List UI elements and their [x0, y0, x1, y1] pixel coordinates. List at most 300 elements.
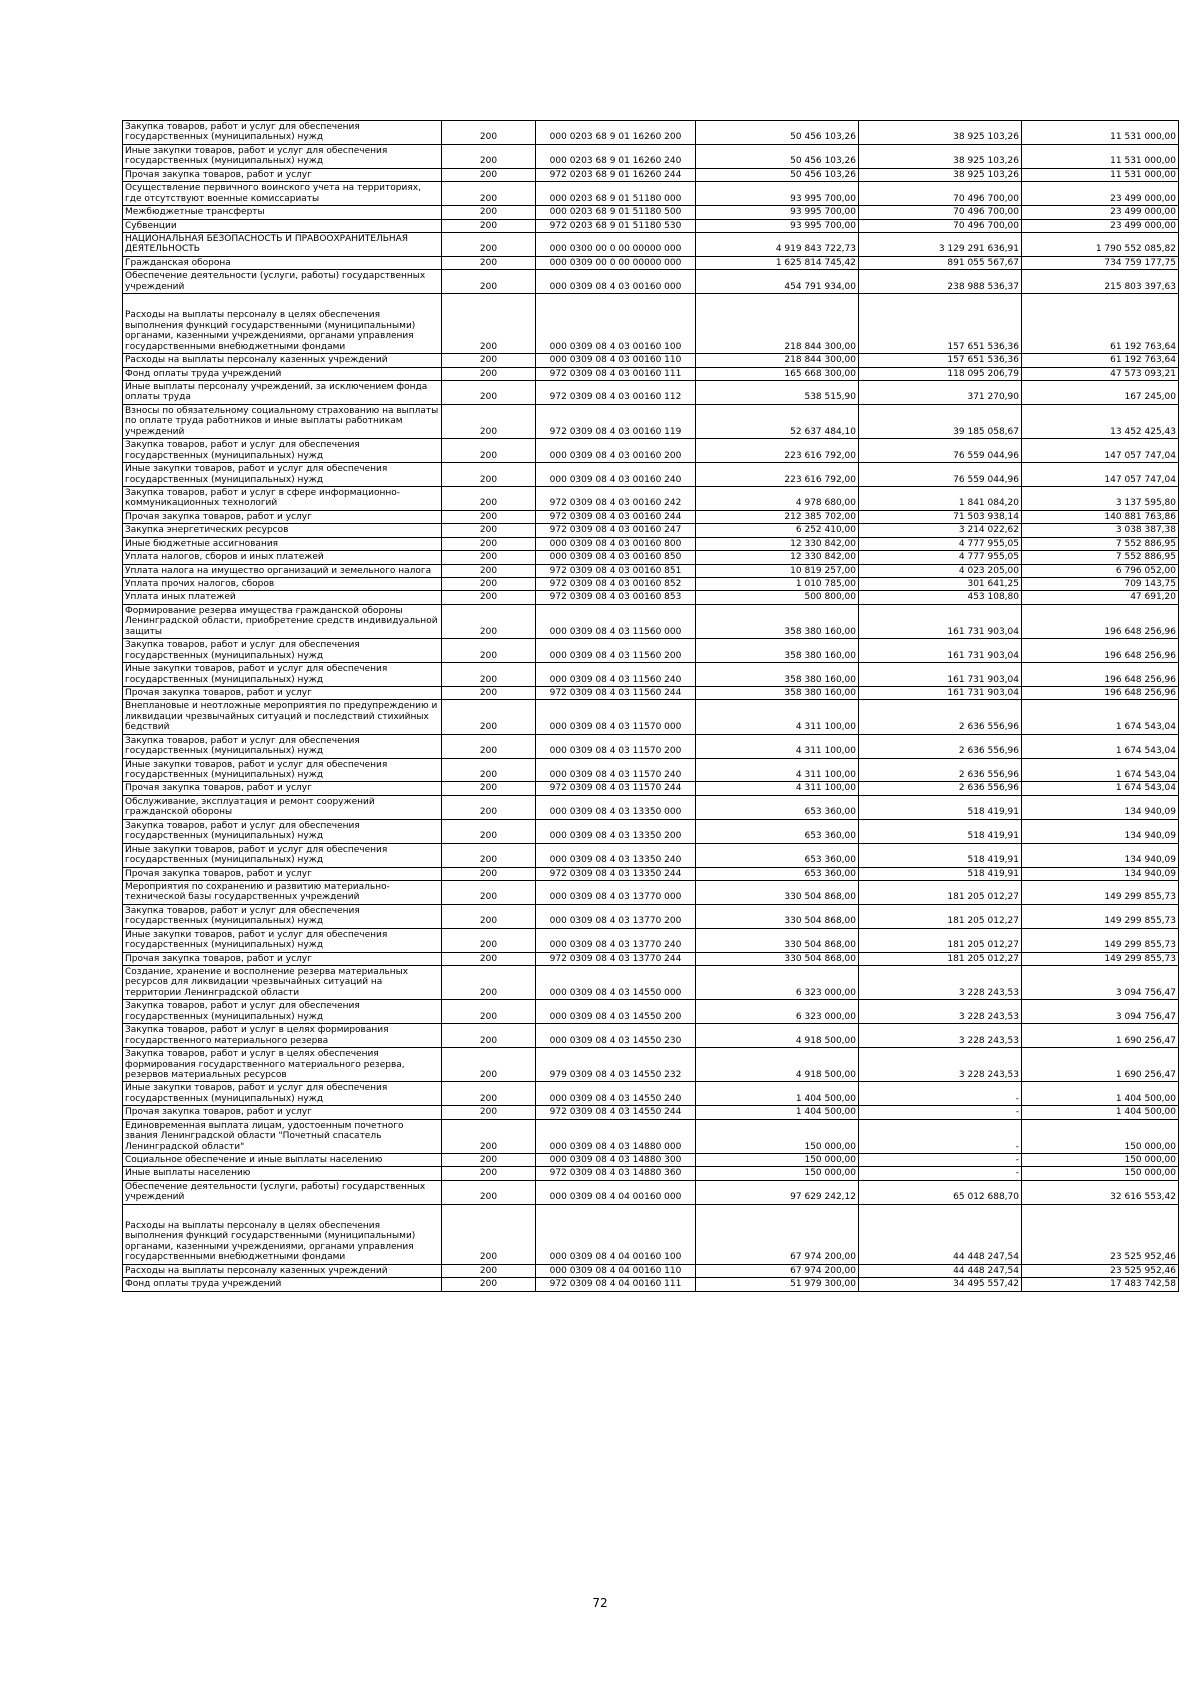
row-name-cell: Иные выплаты населению: [123, 1167, 442, 1180]
unexecuted-amount-cell: 23 499 000,00: [1022, 219, 1179, 232]
executed-amount-cell: 371 270,90: [859, 381, 1022, 405]
approved-amount-cell: 12 330 842,00: [696, 551, 859, 564]
executed-amount-cell: 181 205 012,27: [859, 928, 1022, 952]
budget-code-cell: 000 0300 00 0 00 00000 000: [536, 232, 696, 256]
approved-amount-cell: 330 504 868,00: [696, 928, 859, 952]
executed-amount-cell: 238 988 536,37: [859, 270, 1022, 294]
unexecuted-amount-cell: 147 057 747,04: [1022, 463, 1179, 487]
line-code-cell: 200: [442, 121, 536, 145]
row-name-cell: Фонд оплаты труда учреждений: [123, 367, 442, 380]
approved-amount-cell: 51 979 300,00: [696, 1278, 859, 1291]
approved-amount-cell: 358 380 160,00: [696, 663, 859, 687]
unexecuted-amount-cell: 23 499 000,00: [1022, 182, 1179, 206]
table-row: [123, 795, 1179, 819]
line-code-cell: 200: [442, 928, 536, 952]
table-row: [123, 1167, 1179, 1180]
line-code-cell: 200: [442, 1106, 536, 1119]
executed-amount-cell: -: [859, 1106, 1022, 1119]
executed-amount-cell: 1 841 084,20: [859, 486, 1022, 510]
table-row: [123, 843, 1179, 867]
row-name-cell: Прочая закупка товаров, работ и услуг: [123, 782, 442, 795]
executed-amount-cell: 70 496 700,00: [859, 182, 1022, 206]
unexecuted-amount-cell: 167 245,00: [1022, 381, 1179, 405]
row-name-cell: Мероприятия по сохранению и развитию материально-технической базы государственных учреждений: [123, 880, 442, 904]
row-name-cell: Социальное обеспечение и иные выплаты населению: [123, 1154, 442, 1167]
unexecuted-amount-cell: 134 940,09: [1022, 795, 1179, 819]
table-row: [123, 486, 1179, 510]
table-row: [123, 182, 1179, 206]
executed-amount-cell: 518 419,91: [859, 843, 1022, 867]
executed-amount-cell: 157 651 536,36: [859, 294, 1022, 354]
executed-amount-cell: 38 925 103,26: [859, 121, 1022, 145]
executed-amount-cell: 301 641,25: [859, 578, 1022, 591]
row-name-cell: Обслуживание, эксплуатация и ремонт сооружений гражданской обороны: [123, 795, 442, 819]
line-code-cell: 200: [442, 537, 536, 550]
approved-amount-cell: 218 844 300,00: [696, 294, 859, 354]
unexecuted-amount-cell: 1 404 500,00: [1022, 1106, 1179, 1119]
executed-amount-cell: 3 228 243,53: [859, 1024, 1022, 1048]
row-name-cell: Внеплановые и неотложные мероприятия по предупреждению и ликвидации чрезвычайных ситуаций и последствий стихийных бедствий: [123, 700, 442, 734]
unexecuted-amount-cell: 3 038 387,38: [1022, 524, 1179, 537]
table-row: [123, 1082, 1179, 1106]
unexecuted-amount-cell: 61 192 763,64: [1022, 294, 1179, 354]
budget-table-container: [122, 120, 1176, 1292]
unexecuted-amount-cell: 32 616 553,42: [1022, 1180, 1179, 1204]
executed-amount-cell: 70 496 700,00: [859, 206, 1022, 219]
row-name-cell: Расходы на выплаты персоналу казенных учреждений: [123, 1264, 442, 1277]
budget-code-cell: 972 0309 08 4 03 00160 247: [536, 524, 696, 537]
table-row: [123, 758, 1179, 782]
line-code-cell: 200: [442, 144, 536, 168]
approved-amount-cell: 1 404 500,00: [696, 1106, 859, 1119]
unexecuted-amount-cell: 3 094 756,47: [1022, 966, 1179, 1000]
row-name-cell: Иные закупки товаров, работ и услуг для обеспечения государственных (муниципальных) нужд: [123, 843, 442, 867]
executed-amount-cell: 2 636 556,96: [859, 758, 1022, 782]
row-name-cell: Уплата налогов, сборов и иных платежей: [123, 551, 442, 564]
unexecuted-amount-cell: 1 690 256,47: [1022, 1024, 1179, 1048]
budget-code-cell: 979 0309 08 4 03 14550 232: [536, 1048, 696, 1082]
table-row: [123, 782, 1179, 795]
budget-code-cell: 000 0309 08 4 03 00160 850: [536, 551, 696, 564]
line-code-cell: 200: [442, 1180, 536, 1204]
budget-code-cell: 972 0309 08 4 03 00160 112: [536, 381, 696, 405]
budget-code-cell: 000 0309 08 4 03 00160 800: [536, 537, 696, 550]
budget-code-cell: 000 0309 08 4 03 13770 200: [536, 904, 696, 928]
executed-amount-cell: 161 731 903,04: [859, 639, 1022, 663]
executed-amount-cell: 44 448 247,54: [859, 1204, 1022, 1264]
table-row: [123, 700, 1179, 734]
row-name-cell: Расходы на выплаты персоналу в целях обеспечения выполнения функций государственными (муниципальными) органами, казенными учреждениями, органами управления государственными внебюджетными фондами: [123, 1204, 442, 1264]
approved-amount-cell: 538 515,90: [696, 381, 859, 405]
approved-amount-cell: 150 000,00: [696, 1154, 859, 1167]
approved-amount-cell: 330 504 868,00: [696, 952, 859, 965]
executed-amount-cell: 518 419,91: [859, 795, 1022, 819]
budget-code-cell: 000 0309 08 4 03 11560 000: [536, 604, 696, 638]
unexecuted-amount-cell: 215 803 397,63: [1022, 270, 1179, 294]
line-code-cell: 200: [442, 867, 536, 880]
unexecuted-amount-cell: 147 057 747,04: [1022, 439, 1179, 463]
approved-amount-cell: 212 385 702,00: [696, 510, 859, 523]
budget-code-cell: 972 0309 08 4 03 11560 244: [536, 686, 696, 699]
line-code-cell: 200: [442, 381, 536, 405]
executed-amount-cell: 38 925 103,26: [859, 168, 1022, 181]
executed-amount-cell: 161 731 903,04: [859, 663, 1022, 687]
line-code-cell: 200: [442, 168, 536, 181]
table-row: [123, 537, 1179, 550]
executed-amount-cell: 3 228 243,53: [859, 1000, 1022, 1024]
table-row: [123, 1048, 1179, 1082]
line-code-cell: 200: [442, 604, 536, 638]
row-name-cell: Иные закупки товаров, работ и услуг для обеспечения государственных (муниципальных) нужд: [123, 663, 442, 687]
line-code-cell: 200: [442, 1278, 536, 1291]
budget-code-cell: 000 0309 08 4 03 14880 000: [536, 1119, 696, 1153]
line-code-cell: 200: [442, 1264, 536, 1277]
approved-amount-cell: 93 995 700,00: [696, 206, 859, 219]
executed-amount-cell: 181 205 012,27: [859, 904, 1022, 928]
budget-code-cell: 972 0309 08 4 03 14880 360: [536, 1167, 696, 1180]
budget-code-cell: 000 0309 08 4 03 11570 240: [536, 758, 696, 782]
table-body: [123, 121, 1179, 1292]
table-row: [123, 966, 1179, 1000]
budget-code-cell: 000 0309 08 4 03 14880 300: [536, 1154, 696, 1167]
row-name-cell: НАЦИОНАЛЬНАЯ БЕЗОПАСНОСТЬ И ПРАВООХРАНИТЕЛЬНАЯ ДЕЯТЕЛЬНОСТЬ: [123, 232, 442, 256]
table-row: [123, 564, 1179, 577]
approved-amount-cell: 330 504 868,00: [696, 904, 859, 928]
executed-amount-cell: 71 503 938,14: [859, 510, 1022, 523]
line-code-cell: 200: [442, 734, 536, 758]
line-code-cell: 200: [442, 256, 536, 269]
unexecuted-amount-cell: 140 881 763,86: [1022, 510, 1179, 523]
approved-amount-cell: 67 974 200,00: [696, 1264, 859, 1277]
table-row: [123, 1119, 1179, 1153]
approved-amount-cell: 4 311 100,00: [696, 734, 859, 758]
line-code-cell: 200: [442, 524, 536, 537]
executed-amount-cell: 2 636 556,96: [859, 782, 1022, 795]
budget-code-cell: 972 0309 08 4 03 11570 244: [536, 782, 696, 795]
executed-amount-cell: 44 448 247,54: [859, 1264, 1022, 1277]
table-row: [123, 639, 1179, 663]
row-name-cell: Иные закупки товаров, работ и услуг для обеспечения государственных (муниципальных) нужд: [123, 758, 442, 782]
row-name-cell: Расходы на выплаты персоналу казенных учреждений: [123, 354, 442, 367]
row-name-cell: Осуществление первичного воинского учета на территориях, где отсутствуют военные комиссариаты: [123, 182, 442, 206]
executed-amount-cell: -: [859, 1082, 1022, 1106]
approved-amount-cell: 653 360,00: [696, 867, 859, 880]
executed-amount-cell: 3 214 022,62: [859, 524, 1022, 537]
line-code-cell: 200: [442, 1048, 536, 1082]
unexecuted-amount-cell: 13 452 425,43: [1022, 404, 1179, 438]
approved-amount-cell: 358 380 160,00: [696, 686, 859, 699]
budget-code-cell: 972 0309 08 4 03 00160 244: [536, 510, 696, 523]
line-code-cell: 200: [442, 966, 536, 1000]
line-code-cell: 200: [442, 1024, 536, 1048]
line-code-cell: 200: [442, 880, 536, 904]
table-row: [123, 1264, 1179, 1277]
approved-amount-cell: 50 456 103,26: [696, 121, 859, 145]
executed-amount-cell: -: [859, 1119, 1022, 1153]
unexecuted-amount-cell: 47 573 093,21: [1022, 367, 1179, 380]
table-row: [123, 686, 1179, 699]
budget-code-cell: 000 0203 68 9 01 16260 200: [536, 121, 696, 145]
line-code-cell: 200: [442, 686, 536, 699]
row-name-cell: Иные выплаты персоналу учреждений, за исключением фонда оплаты труда: [123, 381, 442, 405]
row-name-cell: Закупка товаров, работ и услуг для обеспечения государственных (муниципальных) нужд: [123, 121, 442, 145]
approved-amount-cell: 223 616 792,00: [696, 463, 859, 487]
line-code-cell: 200: [442, 1204, 536, 1264]
row-name-cell: Иные закупки товаров, работ и услуг для обеспечения государственных (муниципальных) нужд: [123, 1082, 442, 1106]
budget-code-cell: 000 0203 68 9 01 16260 240: [536, 144, 696, 168]
unexecuted-amount-cell: 150 000,00: [1022, 1154, 1179, 1167]
unexecuted-amount-cell: 7 552 886,95: [1022, 551, 1179, 564]
line-code-cell: 200: [442, 1119, 536, 1153]
table-row: [123, 867, 1179, 880]
approved-amount-cell: 93 995 700,00: [696, 219, 859, 232]
executed-amount-cell: -: [859, 1167, 1022, 1180]
approved-amount-cell: 4 311 100,00: [696, 782, 859, 795]
approved-amount-cell: 50 456 103,26: [696, 144, 859, 168]
budget-code-cell: 972 0309 08 4 03 00160 851: [536, 564, 696, 577]
line-code-cell: 200: [442, 591, 536, 604]
budget-code-cell: 000 0309 08 4 03 11570 000: [536, 700, 696, 734]
row-name-cell: Иные закупки товаров, работ и услуг для обеспечения государственных (муниципальных) нужд: [123, 928, 442, 952]
unexecuted-amount-cell: 11 531 000,00: [1022, 168, 1179, 181]
table-row: [123, 551, 1179, 564]
line-code-cell: 200: [442, 486, 536, 510]
row-name-cell: Закупка товаров, работ и услуг в целях обеспечения формирования государственного материального резерва, резервов материальных ресурсов: [123, 1048, 442, 1082]
executed-amount-cell: 181 205 012,27: [859, 952, 1022, 965]
table-row: [123, 219, 1179, 232]
budget-code-cell: 000 0309 08 4 03 13350 240: [536, 843, 696, 867]
table-row: [123, 232, 1179, 256]
approved-amount-cell: 330 504 868,00: [696, 880, 859, 904]
unexecuted-amount-cell: 149 299 855,73: [1022, 904, 1179, 928]
budget-code-cell: 000 0309 08 4 03 11560 240: [536, 663, 696, 687]
budget-code-cell: 000 0309 08 4 03 00160 000: [536, 270, 696, 294]
unexecuted-amount-cell: 1 674 543,04: [1022, 758, 1179, 782]
table-row: [123, 367, 1179, 380]
unexecuted-amount-cell: 1 690 256,47: [1022, 1048, 1179, 1082]
row-name-cell: Закупка товаров, работ и услуг для обеспечения государственных (муниципальных) нужд: [123, 1000, 442, 1024]
executed-amount-cell: 161 731 903,04: [859, 604, 1022, 638]
budget-code-cell: 000 0309 08 4 03 13350 200: [536, 819, 696, 843]
executed-amount-cell: 518 419,91: [859, 867, 1022, 880]
approved-amount-cell: 12 330 842,00: [696, 537, 859, 550]
unexecuted-amount-cell: 196 648 256,96: [1022, 604, 1179, 638]
unexecuted-amount-cell: 134 940,09: [1022, 843, 1179, 867]
table-row: [123, 591, 1179, 604]
table-row: [123, 404, 1179, 438]
unexecuted-amount-cell: 149 299 855,73: [1022, 880, 1179, 904]
unexecuted-amount-cell: 1 674 543,04: [1022, 734, 1179, 758]
row-name-cell: Формирование резерва имущества гражданской обороны Ленинградской области, приобретение средств индивидуальной защиты: [123, 604, 442, 638]
approved-amount-cell: 93 995 700,00: [696, 182, 859, 206]
budget-code-cell: 972 0309 08 4 03 00160 119: [536, 404, 696, 438]
row-name-cell: Гражданская оборона: [123, 256, 442, 269]
budget-code-cell: 972 0309 08 4 03 14550 244: [536, 1106, 696, 1119]
executed-amount-cell: 157 651 536,36: [859, 354, 1022, 367]
line-code-cell: 200: [442, 510, 536, 523]
unexecuted-amount-cell: 150 000,00: [1022, 1167, 1179, 1180]
executed-amount-cell: 161 731 903,04: [859, 686, 1022, 699]
unexecuted-amount-cell: 1 674 543,04: [1022, 700, 1179, 734]
approved-amount-cell: 10 819 257,00: [696, 564, 859, 577]
table-row: [123, 1106, 1179, 1119]
table-row: [123, 144, 1179, 168]
unexecuted-amount-cell: 196 648 256,96: [1022, 639, 1179, 663]
unexecuted-amount-cell: 11 531 000,00: [1022, 121, 1179, 145]
approved-amount-cell: 150 000,00: [696, 1167, 859, 1180]
unexecuted-amount-cell: 47 691,20: [1022, 591, 1179, 604]
row-name-cell: Закупка товаров, работ и услуг для обеспечения государственных (муниципальных) нужд: [123, 734, 442, 758]
table-row: [123, 168, 1179, 181]
budget-code-cell: 000 0309 08 4 04 00160 100: [536, 1204, 696, 1264]
executed-amount-cell: 70 496 700,00: [859, 219, 1022, 232]
executed-amount-cell: 76 559 044,96: [859, 463, 1022, 487]
row-name-cell: Иные закупки товаров, работ и услуг для обеспечения государственных (муниципальных) нужд: [123, 144, 442, 168]
row-name-cell: Обеспечение деятельности (услуги, работы) государственных учреждений: [123, 270, 442, 294]
row-name-cell: Субвенции: [123, 219, 442, 232]
table-row: [123, 578, 1179, 591]
row-name-cell: Иные бюджетные ассигнования: [123, 537, 442, 550]
table-row: [123, 381, 1179, 405]
line-code-cell: 200: [442, 795, 536, 819]
line-code-cell: 200: [442, 663, 536, 687]
line-code-cell: 200: [442, 206, 536, 219]
budget-code-cell: 972 0309 08 4 03 00160 852: [536, 578, 696, 591]
budget-code-cell: 972 0309 08 4 04 00160 111: [536, 1278, 696, 1291]
row-name-cell: Прочая закупка товаров, работ и услуг: [123, 867, 442, 880]
table-row: [123, 928, 1179, 952]
unexecuted-amount-cell: 6 796 052,00: [1022, 564, 1179, 577]
budget-code-cell: 000 0309 08 4 03 14550 240: [536, 1082, 696, 1106]
line-code-cell: 200: [442, 270, 536, 294]
table-row: [123, 206, 1179, 219]
line-code-cell: 200: [442, 1082, 536, 1106]
unexecuted-amount-cell: 1 790 552 085,82: [1022, 232, 1179, 256]
approved-amount-cell: 358 380 160,00: [696, 639, 859, 663]
budget-code-cell: 000 0309 08 4 03 00160 110: [536, 354, 696, 367]
table-row: [123, 1204, 1179, 1264]
line-code-cell: 200: [442, 232, 536, 256]
row-name-cell: Прочая закупка товаров, работ и услуг: [123, 1106, 442, 1119]
line-code-cell: 200: [442, 1167, 536, 1180]
executed-amount-cell: 3 228 243,53: [859, 1048, 1022, 1082]
table-row: [123, 1278, 1179, 1291]
table-row: [123, 121, 1179, 145]
line-code-cell: 200: [442, 367, 536, 380]
approved-amount-cell: 653 360,00: [696, 795, 859, 819]
row-name-cell: Обеспечение деятельности (услуги, работы) государственных учреждений: [123, 1180, 442, 1204]
table-row: [123, 819, 1179, 843]
row-name-cell: Прочая закупка товаров, работ и услуг: [123, 686, 442, 699]
approved-amount-cell: 52 637 484,10: [696, 404, 859, 438]
line-code-cell: 200: [442, 904, 536, 928]
unexecuted-amount-cell: 709 143,75: [1022, 578, 1179, 591]
budget-code-cell: 972 0309 08 4 03 00160 853: [536, 591, 696, 604]
line-code-cell: 200: [442, 404, 536, 438]
unexecuted-amount-cell: 1 404 500,00: [1022, 1082, 1179, 1106]
budget-code-cell: 972 0203 68 9 01 16260 244: [536, 168, 696, 181]
executed-amount-cell: 3 129 291 636,91: [859, 232, 1022, 256]
row-name-cell: Закупка товаров, работ и услуг для обеспечения государственных (муниципальных) нужд: [123, 904, 442, 928]
executed-amount-cell: 2 636 556,96: [859, 734, 1022, 758]
line-code-cell: 200: [442, 952, 536, 965]
unexecuted-amount-cell: 61 192 763,64: [1022, 354, 1179, 367]
line-code-cell: 200: [442, 639, 536, 663]
row-name-cell: Единовременная выплата лицам, удостоенным почетного звания Ленинградской области "Почетный спасатель Ленинградской области": [123, 1119, 442, 1153]
line-code-cell: 200: [442, 1154, 536, 1167]
row-name-cell: Взносы по обязательному социальному страхованию на выплаты по оплате труда работников и иные выплаты работникам учреждений: [123, 404, 442, 438]
budget-code-cell: 000 0309 00 0 00 00000 000: [536, 256, 696, 269]
budget-code-cell: 000 0309 08 4 03 11560 200: [536, 639, 696, 663]
line-code-cell: 200: [442, 1000, 536, 1024]
table-row: [123, 256, 1179, 269]
executed-amount-cell: 34 495 557,42: [859, 1278, 1022, 1291]
approved-amount-cell: 1 404 500,00: [696, 1082, 859, 1106]
approved-amount-cell: 653 360,00: [696, 843, 859, 867]
budget-code-cell: 972 0309 08 4 03 00160 242: [536, 486, 696, 510]
row-name-cell: Закупка энергетических ресурсов: [123, 524, 442, 537]
unexecuted-amount-cell: 149 299 855,73: [1022, 928, 1179, 952]
table-row: [123, 294, 1179, 354]
approved-amount-cell: 223 616 792,00: [696, 439, 859, 463]
approved-amount-cell: 97 629 242,12: [696, 1180, 859, 1204]
approved-amount-cell: 4 311 100,00: [696, 700, 859, 734]
row-name-cell: Закупка товаров, работ и услуг в сфере информационно-коммуникационных технологий: [123, 486, 442, 510]
unexecuted-amount-cell: 23 525 952,46: [1022, 1204, 1179, 1264]
table-row: [123, 604, 1179, 638]
approved-amount-cell: 4 311 100,00: [696, 758, 859, 782]
budget-code-cell: 000 0309 08 4 03 00160 200: [536, 439, 696, 463]
table-row: [123, 510, 1179, 523]
approved-amount-cell: 4 918 500,00: [696, 1024, 859, 1048]
table-row: [123, 904, 1179, 928]
budget-code-cell: 000 0309 08 4 04 00160 000: [536, 1180, 696, 1204]
page-number: 72: [592, 1596, 608, 1610]
row-name-cell: Закупка товаров, работ и услуг для обеспечения государственных (муниципальных) нужд: [123, 639, 442, 663]
row-name-cell: Создание, хранение и восполнение резерва материальных ресурсов для ликвидации чрезвычайных ситуаций на территории Ленинградской области: [123, 966, 442, 1000]
approved-amount-cell: 6 252 410,00: [696, 524, 859, 537]
table-row: [123, 439, 1179, 463]
line-code-cell: 200: [442, 782, 536, 795]
row-name-cell: Фонд оплаты труда учреждений: [123, 1278, 442, 1291]
unexecuted-amount-cell: 23 499 000,00: [1022, 206, 1179, 219]
line-code-cell: 200: [442, 564, 536, 577]
unexecuted-amount-cell: 734 759 177,75: [1022, 256, 1179, 269]
row-name-cell: Расходы на выплаты персоналу в целях обеспечения выполнения функций государственными (муниципальными) органами, казенными учреждениями, органами управления государственными внебюджетными фондами: [123, 294, 442, 354]
line-code-cell: 200: [442, 758, 536, 782]
unexecuted-amount-cell: 196 648 256,96: [1022, 686, 1179, 699]
row-name-cell: Прочая закупка товаров, работ и услуг: [123, 168, 442, 181]
approved-amount-cell: 653 360,00: [696, 819, 859, 843]
budget-code-cell: 000 0309 08 4 03 13770 000: [536, 880, 696, 904]
executed-amount-cell: 118 095 206,79: [859, 367, 1022, 380]
unexecuted-amount-cell: 196 648 256,96: [1022, 663, 1179, 687]
row-name-cell: Иные закупки товаров, работ и услуг для обеспечения государственных (муниципальных) нужд: [123, 463, 442, 487]
unexecuted-amount-cell: 23 525 952,46: [1022, 1264, 1179, 1277]
row-name-cell: Уплата прочих налогов, сборов: [123, 578, 442, 591]
executed-amount-cell: 891 055 567,67: [859, 256, 1022, 269]
line-code-cell: 200: [442, 843, 536, 867]
executed-amount-cell: -: [859, 1154, 1022, 1167]
approved-amount-cell: 165 668 300,00: [696, 367, 859, 380]
approved-amount-cell: 1 625 814 745,42: [696, 256, 859, 269]
budget-code-cell: 972 0309 08 4 03 13350 244: [536, 867, 696, 880]
approved-amount-cell: 1 010 785,00: [696, 578, 859, 591]
table-row: [123, 734, 1179, 758]
budget-code-cell: 000 0309 08 4 03 14550 000: [536, 966, 696, 1000]
table-row: [123, 1000, 1179, 1024]
row-name-cell: Уплата иных платежей: [123, 591, 442, 604]
